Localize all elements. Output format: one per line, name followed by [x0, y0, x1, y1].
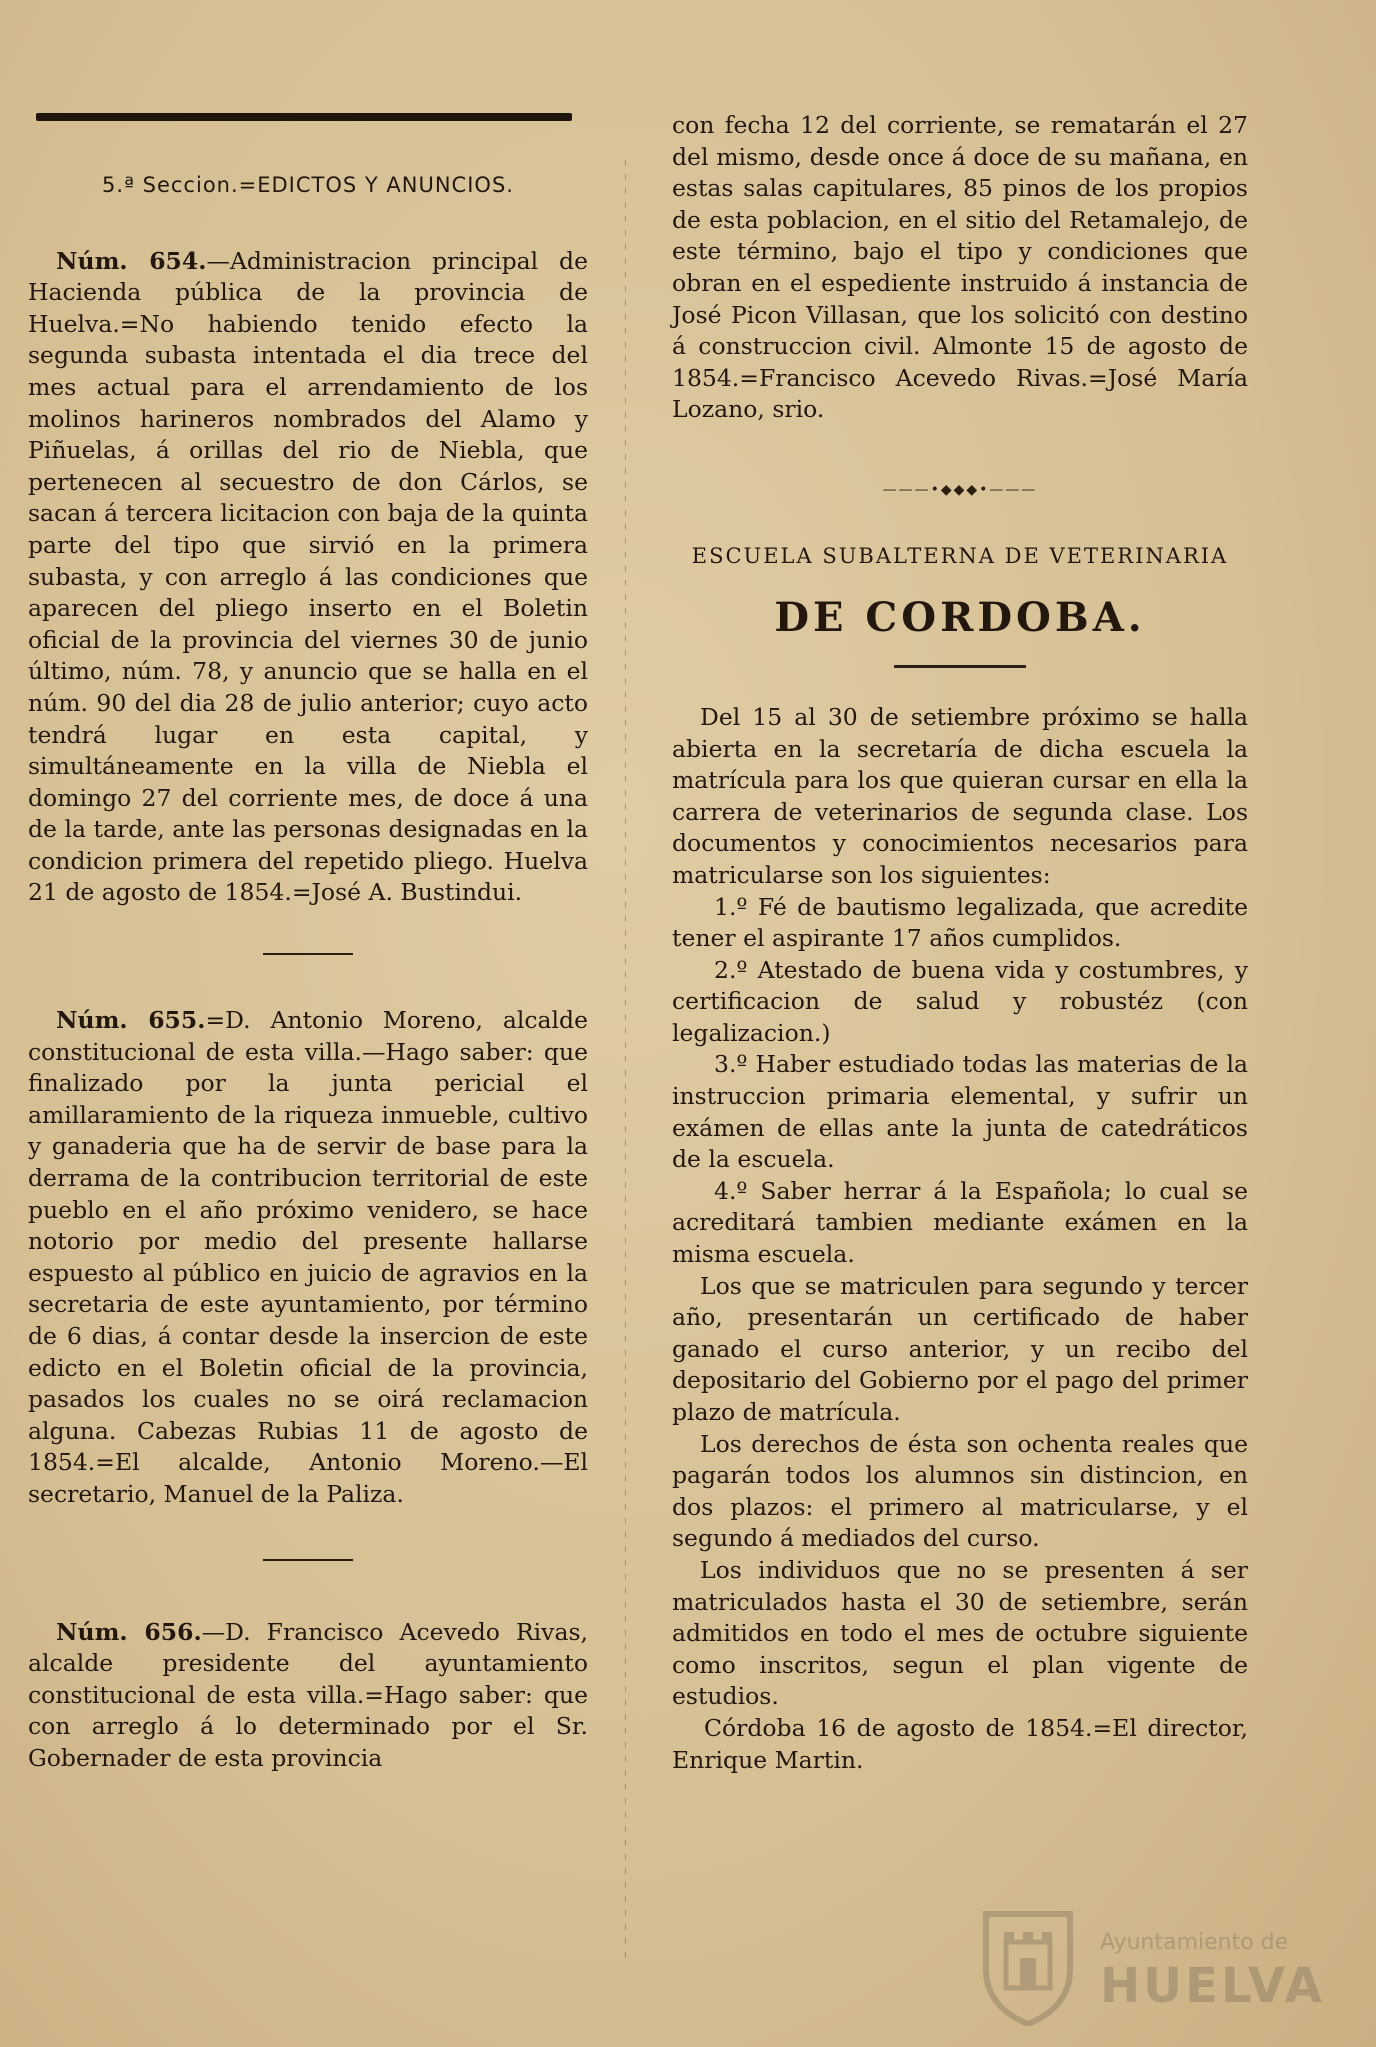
column-divider — [625, 160, 626, 1960]
edict-656-continuation: con fecha 12 del corriente, se rematarán el 27 del mismo, desde once á doce de su mañana, en estas salas capitulares, 85 pinos de los propios de esta poblacion, en el sitio del Retamalejo, de este término, bajo el tipo y condiciones que obran en el espediente instruido á instancia de José Picon Villasan, que los solicitó con destino á construccion civil. Almonte 15 de agosto de 1854.=Francisco Acevedo Rivas.=José María Lozano, srio. — [672, 111, 1248, 424]
paragraph-deadline: Los individuos que no se presenten á ser matriculados hasta el 30 de setiembre, serán admitidos en todo el mes de octubre siguiente como inscritos, segun el plan vigente de estudios. — [672, 1555, 1248, 1711]
requirement-2: 2.º Atestado de buena vida y costumbres, y certificacion de salud y robustéz (con legalizacion.) — [672, 955, 1248, 1047]
requirement-3: 3.º Haber estudiado todas las materias de la instruccion primaria elemental, y sufrir un exámen de ellas ante la junta de catedráticos de la escuela. — [672, 1050, 1248, 1174]
edict-654-number: Núm. 654. — [56, 246, 207, 275]
paragraph-fees: Los derechos de ésta son ochenta reales que pagarán todos los alumnos sin distincion, en dos plazos: el primero al matricularse, y el segundo á mediados del curso. — [672, 1429, 1248, 1553]
separator — [263, 953, 353, 955]
separator — [263, 1559, 353, 1561]
right-column — [672, 110, 1248, 1776]
school-title: DE CORDOBA. — [774, 593, 1146, 641]
huelva-watermark — [978, 1908, 1325, 2028]
edict-656 — [28, 1617, 588, 1775]
edict-655-number: Núm. 655. — [56, 1006, 206, 1035]
school-signoff: Córdoba 16 de agosto de 1854.=El director, Enrique Martin. — [672, 1713, 1248, 1774]
shield-icon — [978, 1908, 1078, 2026]
edict-654 — [28, 246, 588, 909]
edict-655-text: =D. Antonio Moreno, alcalde constitucional de esta villa.—Hago saber: que finalizado por la junta pericial el amillaramiento de la riqueza inmueble, cultivo y ganaderia que ha de servir de base para la derrama de la contribucion territorial de este pueblo en el año próximo venidero, se hace notorio por medio del presente hallarse espuesto al público en juicio de agravios en la secretaria de este ayuntamiento, por término de 6 dias, á contar desde la insercion de este edicto en el Boletin oficial de la provincia, pasados los cuales no se oirá reclamacion alguna. Cabezas Rubias 11 de agosto de 1854.=El alcalde, Antonio Moreno.—El secretario, Manuel de la Paliza. — [28, 1006, 588, 1508]
edict-654-text: —Administracion principal de Hacienda pública de la provincia de Huelva.=No habiendo tenido efecto la segunda subasta intentada el dia trece del mes actual para el arrendamiento de los molinos harineros nombrados del Alamo y Piñuelas, á orillas del rio de Niebla, que pertenecen al secuestro de don Cárlos, se sacan á tercera licitacion con baja de la quinta parte del tipo que sirvió en la primera subasta, y con arreglo á las condiciones que aparecen del pliego inserto en el Boletin oficial de la provincia del viernes 30 de junio último, núm. 78, y anuncio que se halla en el núm. 90 del dia 28 de julio anterior; cuyo acto tendrá lugar en esta capital, y simultáneamente en la villa de Niebla el domingo 27 del corriente mes, de doce á una de la tarde, ante las personas designadas en la condicion primera del repetido pliego. Huelva 21 de agosto de 1854.=José A. Bustindui. — [28, 246, 588, 907]
edict-656-text: —D. Francisco Acevedo Rivas, alcalde presidente del ayuntamiento constitucional de esta villa.=Hago saber: que con arreglo á lo determinado por el Sr. Gobernader de esta provincia — [28, 1617, 589, 1772]
school-subtitle: ESCUELA SUBALTERNA DE VETERINARIA — [691, 543, 1229, 568]
requirement-1: 1.º Fé de bautismo legalizada, que acredite tener el aspirante 17 años cumplidos. — [672, 892, 1248, 953]
paragraph-second-year: Los que se matriculen para segundo y tercer año, presentarán un certificado de haber ganado el curso anterior, y un recibo del depositario del Gobierno por el pago del primer plazo de matrícula. — [672, 1271, 1248, 1426]
requirement-4: 4.º Saber herrar á la Española; lo cual se acreditará tambien mediante exámen en la misma escuela. — [672, 1176, 1248, 1269]
watermark-line-2: HUELVA — [1100, 1958, 1325, 2014]
edict-655 — [28, 1005, 588, 1511]
school-intro: Del 15 al 30 de setiembre próximo se halla abierta en la secretaría de dicha escuela la matrícula para los que quieran cursar en ella la carrera de veterinarios de segunda clase. Los documentos y conocimientos necesarios para matricularse son los siguientes: — [672, 702, 1248, 889]
section-heading: 5.ª Seccion.=EDICTOS Y ANUNCIOS. — [102, 173, 514, 197]
ornament-divider: ———•◆◆◆•——— — [882, 481, 1038, 498]
edict-656-number: Núm. 656. — [56, 1617, 202, 1646]
watermark-line-1: Ayuntamiento de — [1100, 1930, 1289, 1955]
left-column — [28, 110, 588, 1775]
title-rule — [894, 665, 1026, 668]
